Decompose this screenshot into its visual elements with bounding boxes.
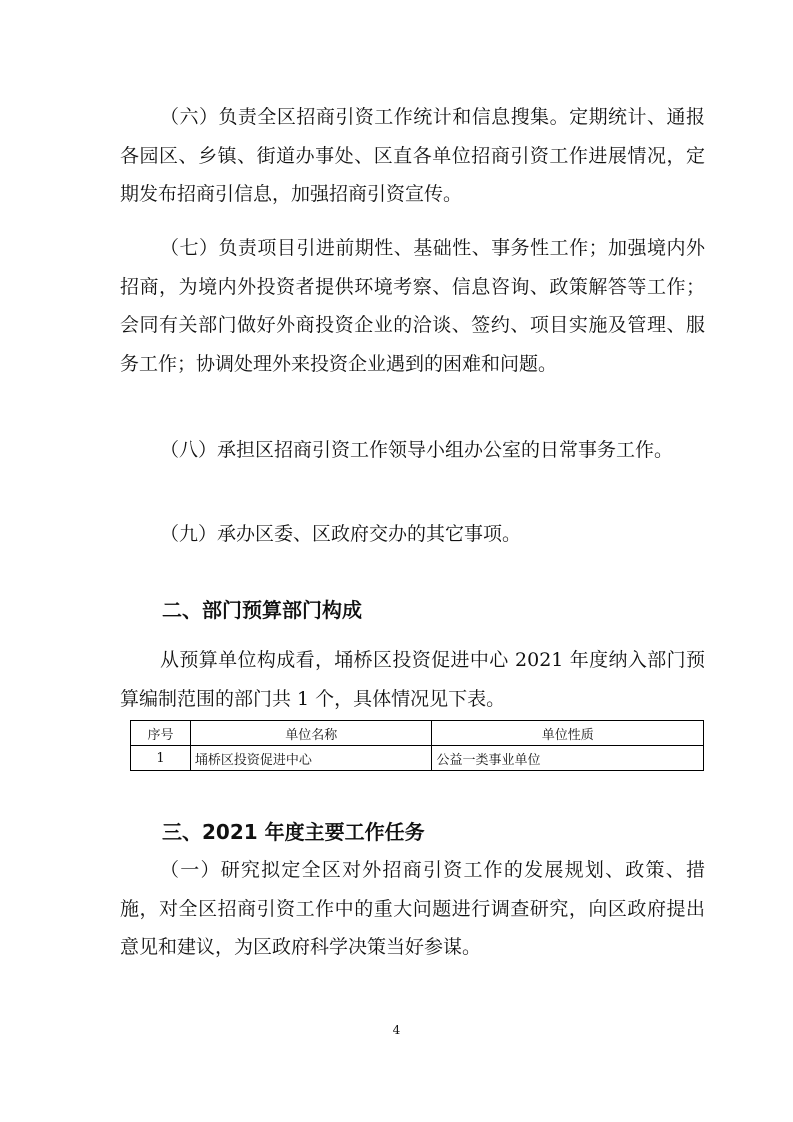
header-index: 序号 (131, 721, 191, 746)
paragraph-eight: （八）承担区招商引资工作领导小组办公室的日常事务工作。 (160, 439, 674, 461)
paragraph-seven: （七）负责项目引进前期性、基础性、事务性工作；加强境内外招商，为境内外投资者提供环境考察、信息咨询、政策解答等工作；会同有关部门做好外商投资企业的洽谈、签约、项目实施及管理、服务工作；协调处理外来投资企业遇到的困难和问题。 (120, 237, 705, 375)
header-unit-name: 单位名称 (190, 721, 432, 746)
page-number: 4 (392, 1023, 401, 1037)
paragraph-nine: （九）承办区委、区政府交办的其它事项。 (160, 523, 522, 545)
header-unit-type: 单位性质 (432, 721, 704, 746)
cell-unit-name: 埇桥区投资促进中心 (190, 746, 432, 771)
section-three-paragraph-one: （一）研究拟定全区对外招商引资工作的发展规划、政策、措施，对全区招商引资工作中的重大问题进行调查研究，向区政府提出意见和建议，为区政府科学决策当好参谋。 (120, 859, 705, 958)
cell-index: 1 (131, 746, 191, 771)
cell-unit-type: 公益一类事业单位 (432, 746, 704, 771)
paragraph-six: （六）负责全区招商引资工作统计和信息搜集。定期统计、通报各园区、乡镇、街道办事处、区直各单位招商引资工作进展情况，定期发布招商引信息，加强招商引资宣传。 (120, 106, 705, 205)
section-two-heading: 二、部门预算部门构成 (162, 598, 362, 622)
unit-table (130, 720, 704, 771)
section-two-intro: 从预算单位构成看，埇桥区投资促进中心 2021 年度纳入部门预算编制范围的部门共 1 个，具体情况见下表。 (120, 649, 705, 710)
table-row (131, 746, 704, 771)
section-three-heading: 三、2021 年度主要工作任务 (162, 820, 425, 844)
table-header-row (131, 721, 704, 746)
